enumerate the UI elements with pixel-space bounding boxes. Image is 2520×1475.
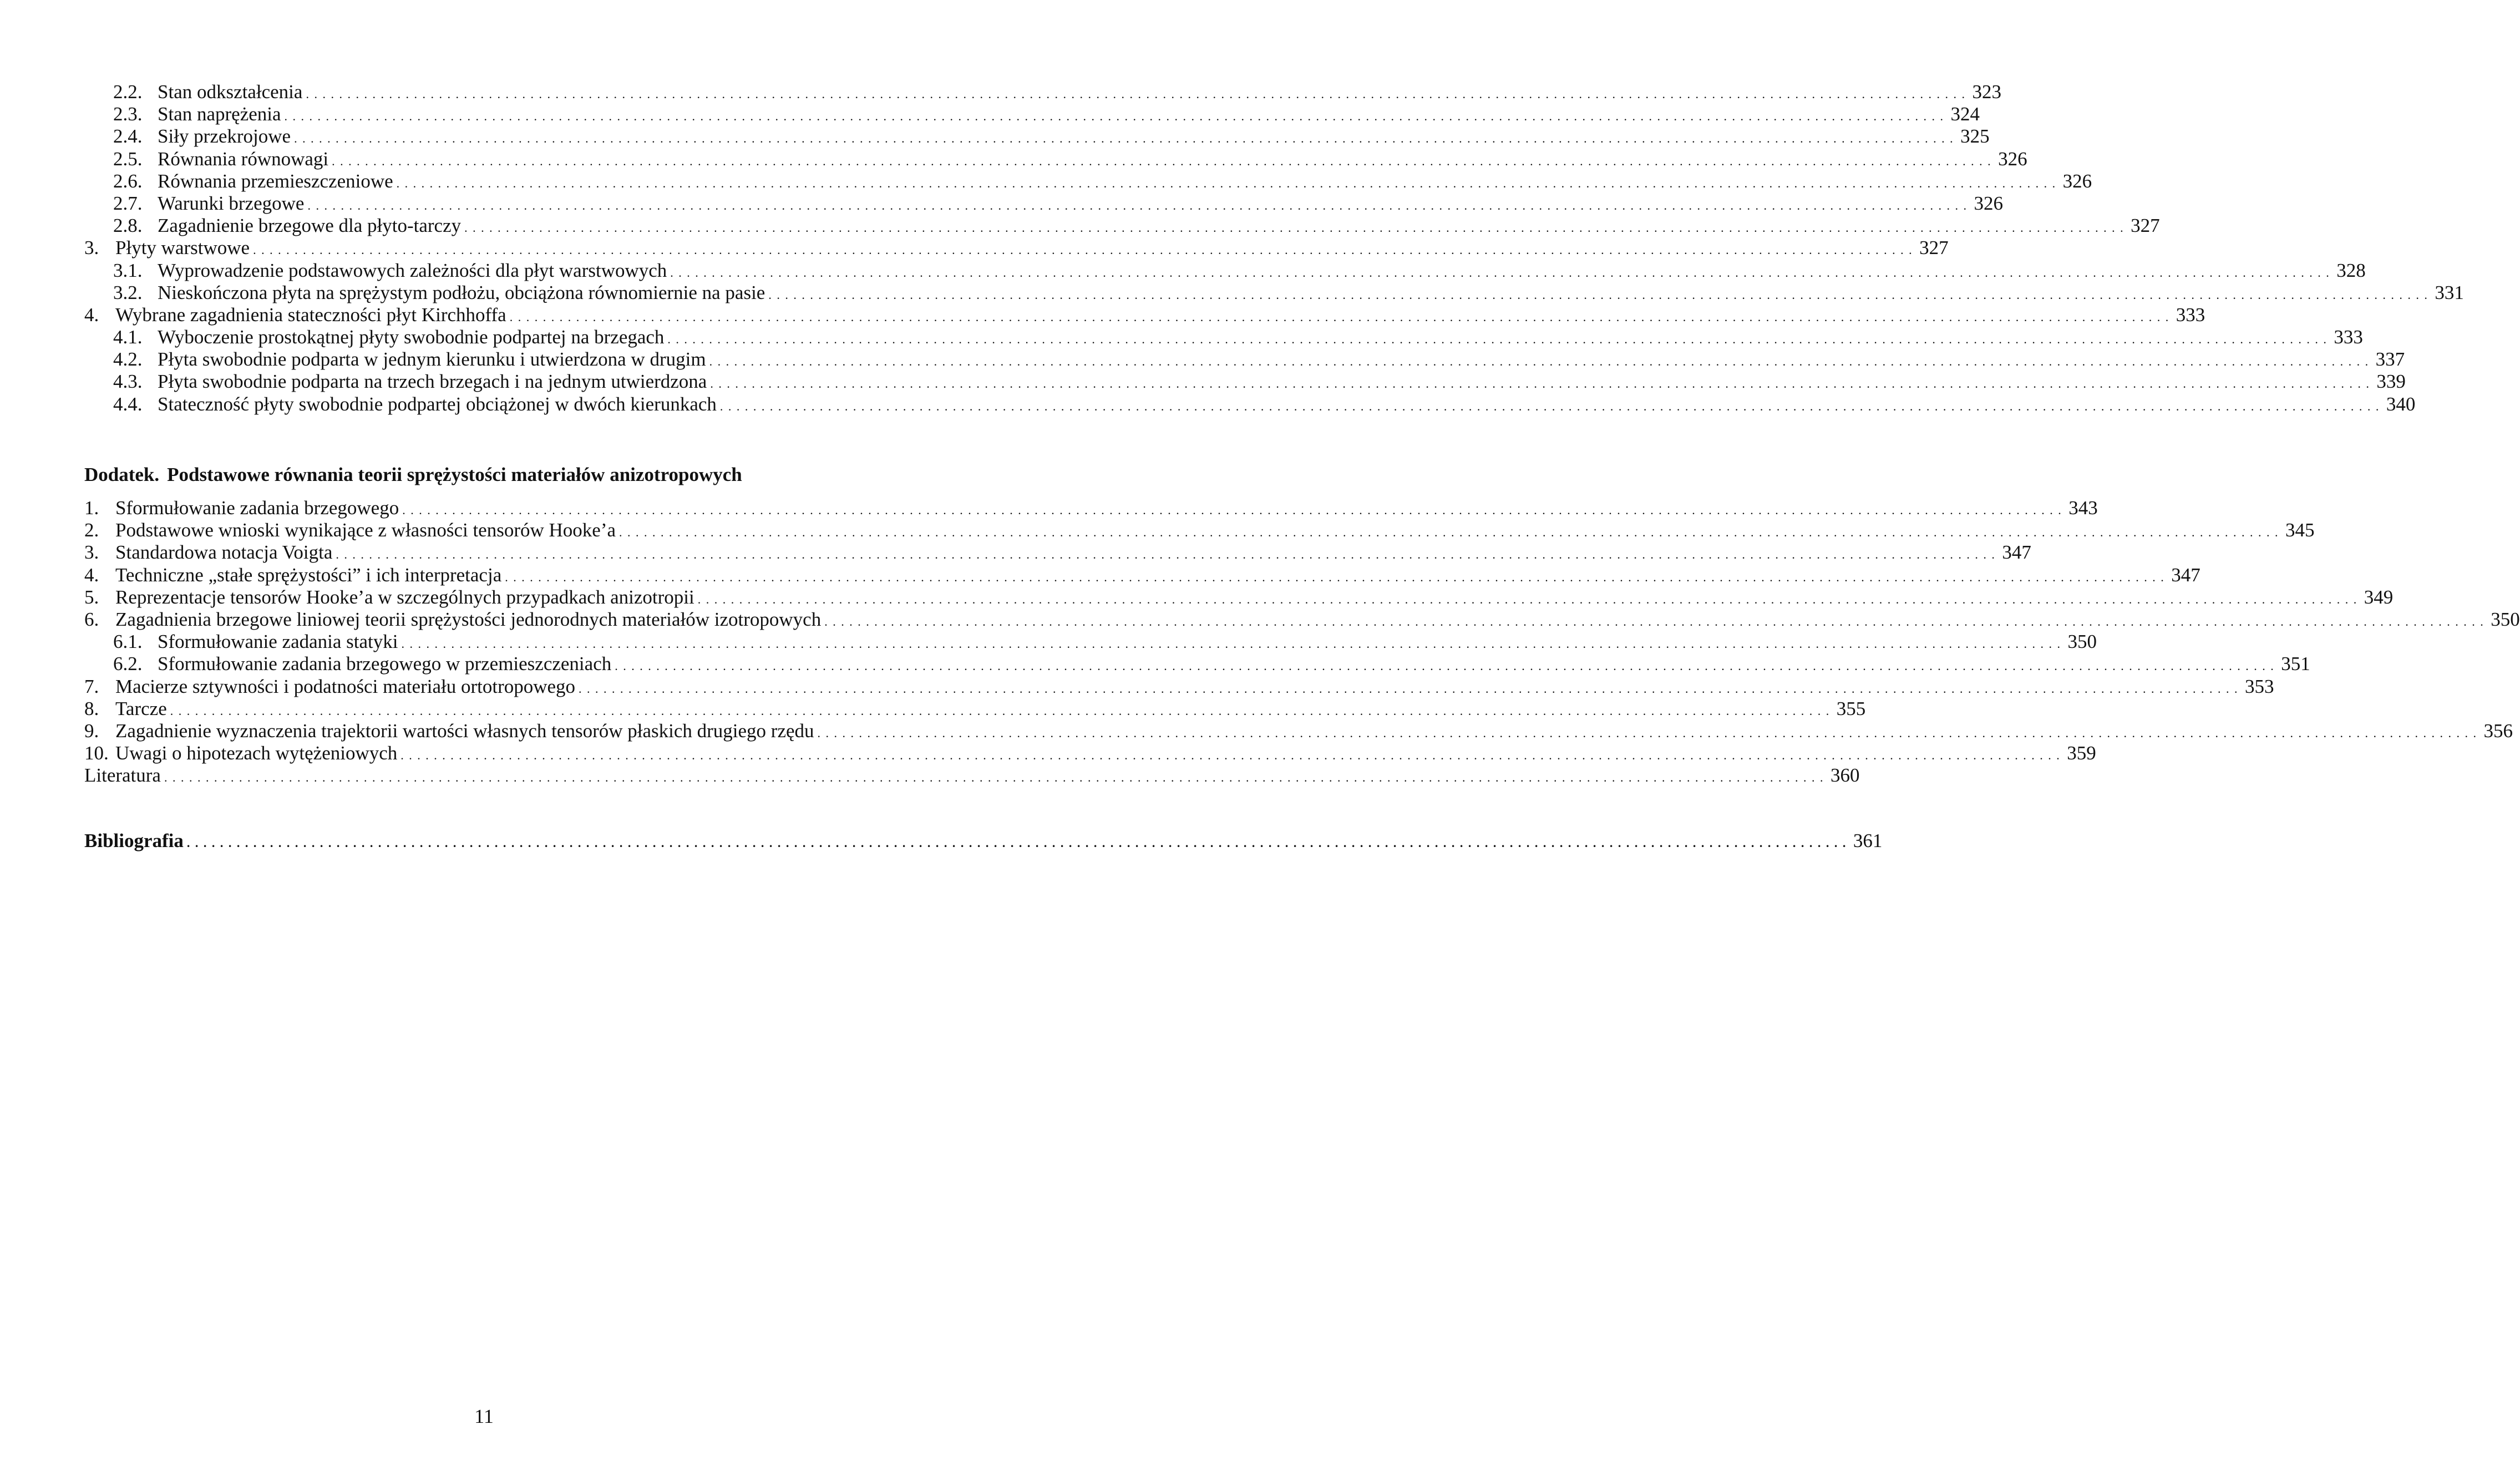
toc-entry-number: 10. [84, 742, 109, 764]
toc-entry-title: Sformułowanie zadania brzegowego w przemieszczeniach [158, 653, 612, 675]
toc-entry[interactable] [84, 519, 2315, 541]
dot-leader: . . . . . . . . . . . . . . . . . . . . . . . . . . . . . . . . . . . . . . . . . . . . . . . . . . . . . . . . . . . . . . . . . . . . . . . . . . . . . . . . . . . . . . . . . . . . . . . . . . . . . . . . . . . . . . . . . . . . . . . . . . . . . . . . . . . . . . . . . . . . . . . . . . . . . . . . . . . . . . . . . . . . . . . . . . . . . . . . . . . . . . . . . . . . . . . . . . . . . . . . [396, 176, 2057, 190]
toc-entry-number: 1. [84, 497, 99, 519]
dot-leader: . . . . . . . . . . . . . . . . . . . . . . . . . . . . . . . . . . . . . . . . . . . . . . . . . . . . . . . . . . . . . . . . . . . . . . . . . . . . . . . . . . . . . . . . . . . . . . . . . . . . . . . . . . . . . . . . . . . . . . . . . . . . . . . . . . . . . . . . . . . . . . . . . . . . . . . . . . . . . . . . . . . . . . . . . . . . . . . . . . . . . . . . . . . . . . . . . . . . . . . . [509, 310, 2170, 324]
toc-entry-page-number: 343 [2068, 497, 2098, 519]
dot-leader: . . . . . . . . . . . . . . . . . . . . . . . . . . . . . . . . . . . . . . . . . . . . . . . . . . . . . . . . . . . . . . . . . . . . . . . . . . . . . . . . . . . . . . . . . . . . . . . . . . . . . . . . . . . . . . . . . . . . . . . . . . . . . . . . . . . . . . . . . . . . . . . . . . . . . . . . . . . . . . . . . . . . . . . . . . . . . . . . . . . . . . . . . . . . . . . . . . . . . . . . [332, 154, 1992, 168]
dot-leader: . . . . . . . . . . . . . . . . . . . . . . . . . . . . . . . . . . . . . . . . . . . . . . . . . . . . . . . . . . . . . . . . . . . . . . . . . . . . . . . . . . . . . . . . . . . . . . . . . . . . . . . . . . . . . . . . . . . . . . . . . . . . . . . . . . . . . . . . . . . . . . . . . . . . . . . . . . . . . . . . . . . . . . . . . . . . . . . . . . . . . . . . . . . . . . . . . . . . . . . . [253, 243, 1913, 257]
toc-entry-title: Równania równowagi [158, 148, 329, 170]
toc-entry-title: Warunki brzegowe [158, 192, 305, 214]
toc-entry-page-number: 331 [2435, 281, 2464, 303]
toc-entry-number: 6. [84, 608, 99, 630]
toc-entry-page-number: 339 [2376, 371, 2406, 393]
toc-entry-title: Podstawowe wnioski wynikające z własności tensorów Hooke’a [115, 519, 616, 541]
toc-entry[interactable] [84, 497, 2098, 519]
toc-entry[interactable] [84, 586, 2394, 609]
toc-entry-number: 9. [84, 719, 99, 742]
toc-entry[interactable] [84, 564, 2200, 586]
toc-entry-number: 2.4. [113, 125, 143, 148]
dot-leader: . . . . . . . . . . . . . . . . . . . . . . . . . . . . . . . . . . . . . . . . . . . . . . . . . . . . . . . . . . . . . . . . . . . . . . . . . . . . . . . . . . . . . . . . . . . . . . . . . . . . . . . . . . . . . . . . . . . . . . . . . . . . . . . . . . . . . . . . . . . . . . . . . . . . . . . . . . . . . . . . . . . . . . . . . . . . . . . . . . . . . . . . . . . . . . . . . . . . . . . . [294, 131, 1954, 146]
toc-entry-page-number: 337 [2375, 348, 2405, 371]
toc-entry-title: Stateczność płyty swobodnie podpartej obciążonej w dwóch kierunkach [158, 393, 717, 415]
toc-entry-title: Uwagi o hipotezach wytężeniowych [115, 742, 398, 764]
toc-entry-number: 4.1. [113, 326, 143, 348]
toc-entry[interactable] [84, 192, 2003, 215]
toc-entry-title: Płyty warstwowe [115, 237, 250, 259]
dot-leader: . . . . . . . . . . . . . . . . . . . . . . . . . . . . . . . . . . . . . . . . . . . . . . . . . . . . . . . . . . . . . . . . . . . . . . . . . . . . . . . . . . . . . . . . . . . . . . . . . . . . . . . . . . . . . . . . . . . . . . . . . . . . . . . . . . . . . . . . . . . . . . . . . . . . . . . . . . . . . . . . . . . . . . . . . . . . . . . . . . . . . . . . . . . . . . . . . . . . . . . . [619, 525, 2279, 540]
dot-leader: . . . . . . . . . . . . . . . . . . . . . . . . . . . . . . . . . . . . . . . . . . . . . . . . . . . . . . . . . . . . . . . . . . . . . . . . . . . . . . . . . . . . . . . . . . . . . . . . . . . . . . . . . . . . . . . . . . . . . . . . . . . . . . . . . . . . . . . . . . . . . . . . . . . . . . . . . . . . . . . . . . . . . . . . . . . . . . . . . . . . . . . . . . . . . . . . . . . . . . . . [170, 703, 1831, 718]
toc-entry-number: 3. [84, 237, 99, 259]
dot-leader: . . . . . . . . . . . . . . . . . . . . . . . . . . . . . . . . . . . . . . . . . . . . . . . . . . . . . . . . . . . . . . . . . . . . . . . . . . . . . . . . . . . . . . . . . . . . . . . . . . . . . . . . . . . . . . . . . . . . . . . . . . . . . . . . . . . . . . . . . . . . . . . . . . . . . . . . . . . . . . . . . . . . . . . . . . . . . . . . . . . . . . . . . . . . . . . . . . . . . . . . [697, 592, 2358, 606]
toc-entry-number: 4.2. [113, 348, 143, 371]
folio-page-number: 11 [474, 1405, 494, 1427]
toc-entry-page-number: 333 [2334, 326, 2363, 348]
toc-entry-page-number: 327 [2131, 215, 2160, 237]
dot-leader: . . . . . . . . . . . . . . . . . . . . . . . . . . . . . . . . . . . . . . . . . . . . . . . . . . . . . . . . . . . . . . . . . . . . . . . . . . . . . . . . . . . . . . . . . . . . . . . . . . . . . . . . . . . . . . . . . . . . . . . . . . . . . . . . . . . . . . . . . . . . . . . . . . . . . . . . . . . . . . . . . . . . . . . . . . . . . . . . . . . . . . . . . . . . . . . . . . . . . . . . [709, 354, 2370, 369]
toc-entry-page-number: 351 [2281, 653, 2310, 675]
dot-leader: . . . . . . . . . . . . . . . . . . . . . . . . . . . . . . . . . . . . . . . . . . . . . . . . . . . . . . . . . . . . . . . . . . . . . . . . . . . . . . . . . . . . . . . . . . . . . . . . . . . . . . . . . . . . . . . . . . . . . . . . . . . . . . . . . . . . . . . . . . . . . . . . . . . . . . . . . . . . . . . . . . . . . . . . . . . . . . . . . . . . . . . . . . . . . . . . . . . . . . . . [401, 637, 2061, 651]
dot-leader: . . . . . . . . . . . . . . . . . . . . . . . . . . . . . . . . . . . . . . . . . . . . . . . . . . . . . . . . . . . . . . . . . . . . . . . . . . . . . . . . . . . . . . . . . . . . . . . . . . . . . . . . . . . . . . . . . . . . . . . . . . . . . . . . . . . . . . . . . . . . . . . . . . . . . . . . . . . . . . . . . . . . . . . . . . . . . . . . . . . . . . . . . . . . . . . . . . . . . . . . [505, 570, 2165, 584]
toc-entry[interactable] [84, 631, 2097, 653]
toc-entry[interactable] [84, 348, 2405, 371]
toc-entry-number: 2.5. [113, 148, 143, 170]
toc-entry-number: 4.4. [113, 393, 143, 415]
toc-entry[interactable] [84, 742, 2096, 764]
toc-entry-page-number: 350 [2067, 631, 2097, 653]
toc-entry-title: Tarcze [115, 697, 167, 719]
toc-entry-number: 6.1. [113, 631, 143, 653]
toc-entry-title: Literatura [84, 764, 161, 787]
toc-entry[interactable] [84, 103, 1980, 125]
toc-entry[interactable] [84, 371, 2406, 393]
toc-entry-title: Standardowa notacja Voigta [115, 541, 333, 564]
toc-entry-number: 5. [84, 586, 99, 608]
toc-entry-title: Stan odkształcenia [158, 81, 303, 103]
toc-section-plates [84, 81, 2464, 415]
dot-leader: . . . . . . . . . . . . . . . . . . . . . . . . . . . . . . . . . . . . . . . . . . . . . . . . . . . . . . . . . . . . . . . . . . . . . . . . . . . . . . . . . . . . . . . . . . . . . . . . . . . . . . . . . . . . . . . . . . . . . . . . . . . . . . . . . . . . . . . . . . . . . . . . . . . . . . . . . . . . . . . . . . . . . . . . . . . . . . . . . . . . . . . . . . . . . . . . . . . . . . . . [164, 771, 1824, 785]
toc-entry-number: 8. [84, 697, 99, 719]
toc-entry[interactable] [84, 326, 2363, 348]
dot-leader: . . . . . . . . . . . . . . . . . . . . . . . . . . . . . . . . . . . . . . . . . . . . . . . . . . . . . . . . . . . . . . . . . . . . . . . . . . . . . . . . . . . . . . . . . . . . . . . . . . . . . . . . . . . . . . . . . . . . . . . . . . . . . . . . . . . . . . . . . . . . . . . . . . . . . . . . . . . . . . . . . . . . . . . . . . . . . . . . . . . . . . . . . . . . . . . . . . . . . . . . [670, 265, 2330, 280]
toc-entry-page-number: 359 [2067, 742, 2096, 764]
toc-entry-number: 2.6. [113, 170, 143, 192]
toc-entry[interactable] [84, 303, 2205, 326]
toc-entry[interactable] [84, 697, 1866, 720]
dot-leader: . . . . . . . . . . . . . . . . . . . . . . . . . . . . . . . . . . . . . . . . . . . . . . . . . . . . . . . . . . . . . . . . . . . . . . . . . . . . . . . . . . . . . . . . . . . . . . . . . . . . . . . . . . . . . . . . . . . . . . . . . . . . . . . . . . . . . . . . . . . . . . . . . . . . . . . . . . . . . . . . . . . . . . . . . . . . . . . . . . . . . . . . . . . . . . . . . . . . . . . . [186, 836, 1847, 850]
toc-entry-title: Siły przekrojowe [158, 125, 291, 148]
toc-entry-title: Nieskończona płyta na sprężystym podłożu, obciążona równomiernie na pasie [158, 281, 765, 303]
toc-entry-page-number: 326 [1974, 192, 2003, 214]
toc-entry-page-number: 325 [1960, 125, 1990, 148]
toc-entry-title: Płyta swobodnie podparta na trzech brzegach i na jednym utwierdzona [158, 371, 707, 393]
toc-entry-number: 2. [84, 519, 99, 541]
toc-entry-page-number: 326 [1998, 148, 2027, 170]
toc-entry-title: Płyta swobodnie podparta w jednym kierunku i utwierdzona w drugim [158, 348, 706, 371]
toc-entry-page-number: 350 [2491, 608, 2520, 630]
dot-leader: . . . . . . . . . . . . . . . . . . . . . . . . . . . . . . . . . . . . . . . . . . . . . . . . . . . . . . . . . . . . . . . . . . . . . . . . . . . . . . . . . . . . . . . . . . . . . . . . . . . . . . . . . . . . . . . . . . . . . . . . . . . . . . . . . . . . . . . . . . . . . . . . . . . . . . . . . . . . . . . . . . . . . . . . . . . . . . . . . . . . . . . . . . . . . . . . . . . . . . . . [667, 332, 2328, 347]
toc-entry-number: 3. [84, 541, 99, 564]
toc-entry[interactable] [84, 608, 2520, 631]
toc-entry[interactable] [84, 170, 2092, 192]
toc-entry-page-number: 323 [1972, 81, 2001, 103]
toc-entry-page-number: 353 [2245, 675, 2274, 697]
toc-entry-number: 7. [84, 675, 99, 697]
toc-entry-title: Zagadnienie brzegowe dla płyto-tarczy [158, 215, 462, 237]
toc-entry-page-number: 340 [2386, 393, 2416, 415]
toc-entry-number: 2.2. [113, 81, 143, 103]
toc-bibliography [84, 830, 1883, 852]
dot-leader: . . . . . . . . . . . . . . . . . . . . . . . . . . . . . . . . . . . . . . . . . . . . . . . . . . . . . . . . . . . . . . . . . . . . . . . . . . . . . . . . . . . . . . . . . . . . . . . . . . . . . . . . . . . . . . . . . . . . . . . . . . . . . . . . . . . . . . . . . . . . . . . . . . . . . . . . . . . . . . . . . . . . . . . . . . . . . . . . . . . . . . . . . . . . . . . . . . . . . . . . [710, 377, 2370, 391]
toc-entry-number: 3.2. [113, 281, 143, 303]
toc-entry[interactable] [84, 237, 1949, 259]
dot-leader: . . . . . . . . . . . . . . . . . . . . . . . . . . . . . . . . . . . . . . . . . . . . . . . . . . . . . . . . . . . . . . . . . . . . . . . . . . . . . . . . . . . . . . . . . . . . . . . . . . . . . . . . . . . . . . . . . . . . . . . . . . . . . . . . . . . . . . . . . . . . . . . . . . . . . . . . . . . . . . . . . . . . . . . . . . . . . . . . . . . . . . . . . . . . . . . . . . . . . . . . [336, 548, 1996, 562]
toc-entry-title: Wyboczenie prostokątnej płyty swobodnie podpartej na brzegach [158, 326, 665, 348]
dot-leader: . . . . . . . . . . . . . . . . . . . . . . . . . . . . . . . . . . . . . . . . . . . . . . . . . . . . . . . . . . . . . . . . . . . . . . . . . . . . . . . . . . . . . . . . . . . . . . . . . . . . . . . . . . . . . . . . . . . . . . . . . . . . . . . . . . . . . . . . . . . . . . . . . . . . . . . . . . . . . . . . . . . . . . . . . . . . . . . . . . . . . . . . . . . . . . . . . . . . . . . . [768, 287, 2428, 302]
toc-entry-page-number: 333 [2176, 303, 2205, 326]
toc-entry[interactable] [84, 719, 2513, 742]
toc-entry[interactable] [84, 675, 2274, 698]
appendix-label: Dodatek. [84, 464, 160, 485]
dot-leader: . . . . . . . . . . . . . . . . . . . . . . . . . . . . . . . . . . . . . . . . . . . . . . . . . . . . . . . . . . . . . . . . . . . . . . . . . . . . . . . . . . . . . . . . . . . . . . . . . . . . . . . . . . . . . . . . . . . . . . . . . . . . . . . . . . . . . . . . . . . . . . . . . . . . . . . . . . . . . . . . . . . . . . . . . . . . . . . . . . . . . . . . . . . . . . . . . . . . . . . . [615, 659, 2275, 673]
appendix-title: Podstawowe równania teorii sprężystości materiałów anizotropowych [167, 464, 742, 485]
toc-entry[interactable] [84, 653, 2310, 675]
dot-leader: . . . . . . . . . . . . . . . . . . . . . . . . . . . . . . . . . . . . . . . . . . . . . . . . . . . . . . . . . . . . . . . . . . . . . . . . . . . . . . . . . . . . . . . . . . . . . . . . . . . . . . . . . . . . . . . . . . . . . . . . . . . . . . . . . . . . . . . . . . . . . . . . . . . . . . . . . . . . . . . . . . . . . . . . . . . . . . . . . . . . . . . . . . . . . . . . . . . . . . . . [307, 198, 1968, 212]
dot-leader: . . . . . . . . . . . . . . . . . . . . . . . . . . . . . . . . . . . . . . . . . . . . . . . . . . . . . . . . . . . . . . . . . . . . . . . . . . . . . . . . . . . . . . . . . . . . . . . . . . . . . . . . . . . . . . . . . . . . . . . . . . . . . . . . . . . . . . . . . . . . . . . . . . . . . . . . . . . . . . . . . . . . . . . . . . . . . . . . . . . . . . . . . . . . . . . . . . . . . . . . [306, 87, 1966, 101]
dot-leader: . . . . . . . . . . . . . . . . . . . . . . . . . . . . . . . . . . . . . . . . . . . . . . . . . . . . . . . . . . . . . . . . . . . . . . . . . . . . . . . . . . . . . . . . . . . . . . . . . . . . . . . . . . . . . . . . . . . . . . . . . . . . . . . . . . . . . . . . . . . . . . . . . . . . . . . . . . . . . . . . . . . . . . . . . . . . . . . . . . . . . . . . . . . . . . . . . . . . . . . . [719, 399, 2380, 413]
toc-entry-page-number: 347 [2171, 564, 2200, 586]
toc-entry-number: 2.3. [113, 103, 143, 125]
toc-entry[interactable] [84, 148, 2027, 170]
toc-entry-number: 2.8. [113, 215, 143, 237]
toc-entry-number: 2.7. [113, 192, 143, 214]
toc-entry-page-number: 360 [1830, 764, 1860, 787]
toc-entry-title: Reprezentacje tensorów Hooke’a w szczególnych przypadkach anizotropii [115, 586, 694, 608]
toc-entry-page-number: 324 [1950, 103, 1980, 125]
toc-entry-title: Sformułowanie zadania statyki [158, 631, 398, 653]
dot-leader: . . . . . . . . . . . . . . . . . . . . . . . . . . . . . . . . . . . . . . . . . . . . . . . . . . . . . . . . . . . . . . . . . . . . . . . . . . . . . . . . . . . . . . . . . . . . . . . . . . . . . . . . . . . . . . . . . . . . . . . . . . . . . . . . . . . . . . . . . . . . . . . . . . . . . . . . . . . . . . . . . . . . . . . . . . . . . . . . . . . . . . . . . . . . . . . . . . . . . . . . [464, 221, 2124, 235]
dot-leader: . . . . . . . . . . . . . . . . . . . . . . . . . . . . . . . . . . . . . . . . . . . . . . . . . . . . . . . . . . . . . . . . . . . . . . . . . . . . . . . . . . . . . . . . . . . . . . . . . . . . . . . . . . . . . . . . . . . . . . . . . . . . . . . . . . . . . . . . . . . . . . . . . . . . . . . . . . . . . . . . . . . . . . . . . . . . . . . . . . . . . . . . . . . . . . . . . . . . . . . . [402, 503, 2062, 517]
appendix-heading [84, 464, 742, 486]
toc-entry-title: Wybrane zagadnienia stateczności płyt Kirchhoffa [115, 303, 506, 326]
toc-entry-page-number: 328 [2336, 259, 2366, 281]
toc-entry[interactable] [84, 125, 1990, 148]
toc-entry-title: Zagadnienie wyznaczenia trajektorii wartości własnych tensorów płaskich drugiego rzędu [115, 719, 814, 742]
toc-entry-number: 4. [84, 564, 99, 586]
toc-entry[interactable] [84, 764, 1860, 787]
toc-entry-bibliography[interactable] [84, 830, 1883, 852]
toc-entry[interactable] [84, 259, 2366, 282]
toc-entry-page-number: 356 [2483, 719, 2513, 742]
toc-section-appendix [84, 497, 2520, 787]
toc-entry[interactable] [84, 215, 2160, 237]
toc-entry-page-number: 347 [2002, 541, 2031, 564]
toc-entry-title: Zagadnienia brzegowe liniowej teorii sprężystości jednorodnych materiałów izotropowych [115, 608, 822, 630]
dot-leader: . . . . . . . . . . . . . . . . . . . . . . . . . . . . . . . . . . . . . . . . . . . . . . . . . . . . . . . . . . . . . . . . . . . . . . . . . . . . . . . . . . . . . . . . . . . . . . . . . . . . . . . . . . . . . . . . . . . . . . . . . . . . . . . . . . . . . . . . . . . . . . . . . . . . . . . . . . . . . . . . . . . . . . . . . . . . . . . . . . . . . . . . . . . . . . . . . . . . . . . . [284, 109, 1945, 124]
toc-entry-number: 3.1. [113, 259, 143, 281]
toc-entry-page-number: 349 [2364, 586, 2394, 608]
toc-entry-title: Macierze sztywności i podatności materiału ortotropowego [115, 675, 576, 697]
toc-entry[interactable] [84, 81, 2001, 103]
bibliography-title: Bibliografia [84, 830, 184, 851]
dot-leader: . . . . . . . . . . . . . . . . . . . . . . . . . . . . . . . . . . . . . . . . . . . . . . . . . . . . . . . . . . . . . . . . . . . . . . . . . . . . . . . . . . . . . . . . . . . . . . . . . . . . . . . . . . . . . . . . . . . . . . . . . . . . . . . . . . . . . . . . . . . . . . . . . . . . . . . . . . . . . . . . . . . . . . . . . . . . . . . . . . . . . . . . . . . . . . . . . . . . . . . . [400, 748, 2061, 763]
dot-leader: . . . . . . . . . . . . . . . . . . . . . . . . . . . . . . . . . . . . . . . . . . . . . . . . . . . . . . . . . . . . . . . . . . . . . . . . . . . . . . . . . . . . . . . . . . . . . . . . . . . . . . . . . . . . . . . . . . . . . . . . . . . . . . . . . . . . . . . . . . . . . . . . . . . . . . . . . . . . . . . . . . . . . . . . . . . . . . . . . . . . . . . . . . . . . . . . . . . . . . . . [817, 726, 2478, 740]
toc-entry-number: 4.3. [113, 371, 143, 393]
dot-leader: . . . . . . . . . . . . . . . . . . . . . . . . . . . . . . . . . . . . . . . . . . . . . . . . . . . . . . . . . . . . . . . . . . . . . . . . . . . . . . . . . . . . . . . . . . . . . . . . . . . . . . . . . . . . . . . . . . . . . . . . . . . . . . . . . . . . . . . . . . . . . . . . . . . . . . . . . . . . . . . . . . . . . . . . . . . . . . . . . . . . . . . . . . . . . . . . . . . . . . . . [579, 681, 2239, 696]
toc-entry[interactable] [84, 281, 2464, 304]
toc-entry-page-number: 355 [1836, 697, 1866, 719]
toc-entry[interactable] [84, 541, 2031, 564]
toc-entry-page-number: 345 [2285, 519, 2315, 541]
toc-entry-page-number: 326 [2062, 170, 2092, 192]
toc-entry-number: 4. [84, 303, 99, 326]
toc-entry-title: Techniczne „stałe sprężystości” i ich interpretacja [115, 564, 502, 586]
toc-entry-number: 6.2. [113, 653, 143, 675]
dot-leader: . . . . . . . . . . . . . . . . . . . . . . . . . . . . . . . . . . . . . . . . . . . . . . . . . . . . . . . . . . . . . . . . . . . . . . . . . . . . . . . . . . . . . . . . . . . . . . . . . . . . . . . . . . . . . . . . . . . . . . . . . . . . . . . . . . . . . . . . . . . . . . . . . . . . . . . . . . . . . . . . . . . . . . . . . . . . . . . . . . . . . . . . . . . . . . . . . . . . . . . . [824, 614, 2484, 628]
toc-entry-page-number: 327 [1919, 237, 1949, 259]
toc-entry-title: Wyprowadzenie podstawowych zależności dla płyt warstwowych [158, 259, 667, 281]
toc-entry[interactable] [84, 393, 2416, 415]
bibliography-page-number: 361 [1853, 830, 1883, 851]
toc-entry-title: Stan naprężenia [158, 103, 281, 125]
toc-entry-title: Równania przemieszczeniowe [158, 170, 393, 192]
toc-entry-title: Sformułowanie zadania brzegowego [115, 497, 399, 519]
